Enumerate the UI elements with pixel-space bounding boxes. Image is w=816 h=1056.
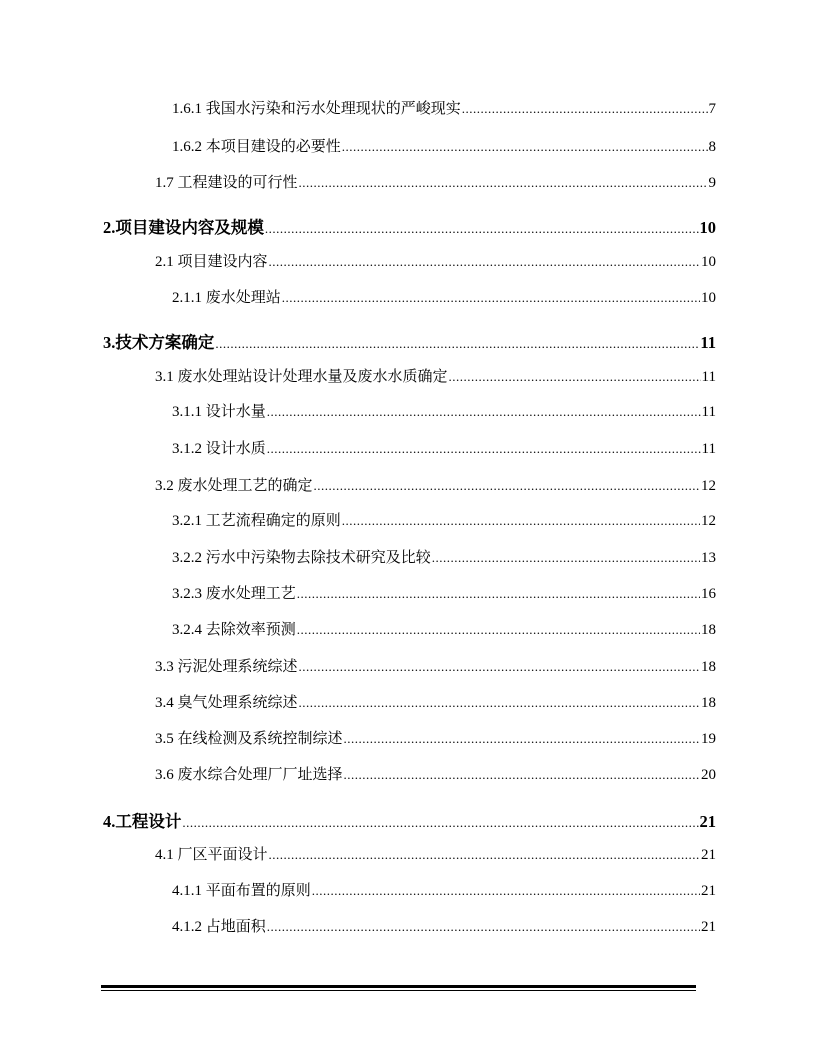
toc-entry[interactable] (172, 620, 716, 640)
toc-entry-title: 3.5 在线检测及系统控制综述 (155, 731, 343, 747)
toc-entry-title: 2.项目建设内容及规模 (103, 218, 264, 237)
toc-dot-leader (344, 765, 700, 785)
toc-entry-title: 3.2 废水处理工艺的确定 (155, 478, 313, 494)
toc-entry[interactable] (155, 693, 716, 713)
toc-entry-title: 4.1 厂区平面设计 (155, 847, 268, 863)
toc-entry[interactable] (155, 252, 716, 272)
toc-entry-title: 3.技术方案确定 (103, 333, 215, 352)
toc-dot-leader (282, 288, 700, 308)
toc-entry-title: 3.2.2 污水中污染物去除技术研究及比较 (172, 550, 431, 566)
toc-dot-leader (312, 881, 700, 901)
toc-page-number: 18 (701, 695, 716, 711)
toc-entry[interactable] (172, 548, 716, 568)
toc-page-number: 8 (708, 139, 716, 155)
toc-entry-title: 2.1 项目建设内容 (155, 254, 268, 270)
toc-page-number: 21 (701, 883, 716, 899)
footer-rule-thin-line (101, 990, 696, 991)
toc-dot-leader (299, 657, 700, 677)
toc-entry-title: 3.1.1 设计水量 (172, 404, 266, 420)
toc-entry-title: 4.工程设计 (103, 812, 182, 831)
toc-entry-title: 1.7 工程建设的可行性 (155, 175, 298, 191)
toc-page-number: 21 (701, 919, 716, 935)
toc-dot-leader (215, 334, 699, 354)
toc-dot-leader (269, 252, 700, 272)
toc-dot-leader (267, 917, 700, 937)
toc-dot-leader (314, 476, 700, 496)
toc-page-number: 13 (701, 550, 716, 566)
toc-dot-leader (267, 402, 701, 422)
toc-entry-title: 3.1 废水处理站设计处理水量及废水水质确定 (155, 369, 448, 385)
toc-entry-title: 3.2.3 废水处理工艺 (172, 586, 296, 602)
toc-entry[interactable] (172, 584, 716, 604)
toc-page-number: 21 (701, 847, 716, 863)
toc-entry-title: 4.1.1 平面布置的原则 (172, 883, 311, 899)
toc-dot-leader (462, 99, 708, 119)
toc-dot-leader (344, 729, 700, 749)
toc-dot-leader (299, 173, 708, 193)
toc-dot-leader (432, 548, 700, 568)
toc-dot-leader (297, 620, 700, 640)
toc-dot-leader (267, 439, 701, 459)
toc-page-number: 12 (701, 478, 716, 494)
toc-dot-leader (297, 584, 700, 604)
toc-page-number: 20 (701, 767, 716, 783)
toc-page-number: 11 (701, 441, 716, 457)
toc-entry[interactable] (172, 402, 716, 422)
toc-entry[interactable] (172, 511, 716, 531)
toc-entry-title: 1.6.2 本项目建设的必要性 (172, 139, 341, 155)
toc-entry[interactable] (155, 476, 716, 496)
toc-page-number: 18 (701, 659, 716, 675)
toc-dot-leader (269, 845, 700, 865)
toc-entry[interactable] (155, 173, 716, 193)
toc-entry-title: 3.4 臭气处理系统综述 (155, 695, 298, 711)
toc-page-number: 19 (701, 731, 716, 747)
toc-page-number: 16 (701, 586, 716, 602)
toc-page-number: 7 (708, 101, 716, 117)
toc-entry[interactable] (172, 137, 716, 157)
toc-page-number: 9 (708, 175, 716, 191)
footer-rule-thick-line (101, 985, 696, 988)
toc-entry[interactable] (155, 367, 716, 387)
toc-entry[interactable] (155, 765, 716, 785)
toc-page-number: 11 (701, 369, 716, 385)
toc-entry-title: 3.2.1 工艺流程确定的原则 (172, 513, 341, 529)
toc-page-number: 11 (700, 333, 716, 352)
toc-entry[interactable] (172, 288, 716, 308)
toc-entry[interactable] (155, 845, 716, 865)
toc-page-number: 10 (701, 290, 716, 306)
toc-page-number: 10 (701, 254, 716, 270)
toc-entry-title: 3.3 污泥处理系统综述 (155, 659, 298, 675)
toc-entry[interactable] (172, 881, 716, 901)
toc-entry[interactable] (172, 439, 716, 459)
toc-dot-leader (182, 813, 698, 833)
toc-entry[interactable] (103, 812, 716, 833)
toc-dot-leader (449, 367, 701, 387)
toc-dot-leader (342, 137, 708, 157)
toc-page-number: 11 (701, 404, 716, 420)
toc-page-number: 10 (699, 218, 716, 237)
toc-entry[interactable] (155, 729, 716, 749)
toc-entry-title: 3.6 废水综合处理厂厂址选择 (155, 767, 343, 783)
toc-dot-leader (299, 693, 700, 713)
toc-entry[interactable] (172, 917, 716, 937)
toc-dot-leader (342, 511, 700, 531)
toc-entry[interactable] (172, 99, 716, 119)
toc-page-number: 21 (699, 812, 716, 831)
toc-entry[interactable] (103, 333, 716, 354)
toc-entry-title: 1.6.1 我国水污染和污水处理现状的严峻现实 (172, 101, 461, 117)
toc-page-number: 18 (701, 622, 716, 638)
toc-entry[interactable] (103, 218, 716, 239)
toc-entry-title: 3.1.2 设计水质 (172, 441, 266, 457)
toc-entry-title: 2.1.1 废水处理站 (172, 290, 281, 306)
footer-double-rule (101, 985, 696, 991)
toc-entry-title: 3.2.4 去除效率预测 (172, 622, 296, 638)
toc-entry[interactable] (155, 657, 716, 677)
toc-page-number: 12 (701, 513, 716, 529)
toc-entry-title: 4.1.2 占地面积 (172, 919, 266, 935)
toc-dot-leader (265, 219, 699, 239)
